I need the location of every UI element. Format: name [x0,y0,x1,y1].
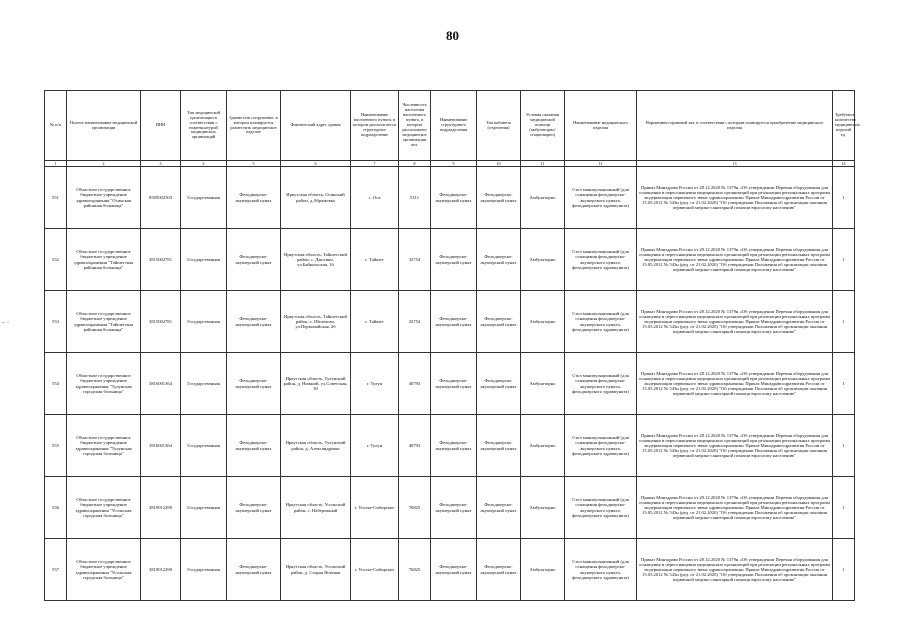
medical-device-name: Стол манипуляционный (для оснащения фельдшерско-акушерского пункта, фельдшерского здравпункта) [565,291,637,353]
row-number: 551 [45,167,67,229]
building-type: Фельдшерско-акушерский пункт [227,539,281,601]
inn-value: 3819012290 [141,477,181,539]
inn-value: 3815002781 [141,229,181,291]
header-cell: Нормативно-правовой акт, в соответствии с которым планируется приобретение медицинского изделия [637,91,833,161]
organization-name: Областное государственное бюджетное учреждение здравоохранения "Тайшетская районная больница" [67,291,141,353]
actual-address: Иркутская область, Тайшетский район, с. Шелехово, ул.Первомайская, 2б [281,291,351,353]
actual-address: Иркутская область, Усольский район, д. Старая Ясачная [281,539,351,601]
care-conditions: Амбулаторно [521,229,565,291]
population-count: 5311 [399,167,431,229]
settlement-name: г. Усолье-Сибирское [351,539,399,601]
care-conditions: Амбулаторно [521,353,565,415]
actual-address: Иркутская область, Тулунский район, д. Нижний, ул.Советская, 30 [281,353,351,415]
table-row [45,229,855,291]
settlement-name: с. Оса [351,167,399,229]
required-quantity: 1 [833,415,855,477]
header-cell: Полное наименование медицинской организации [67,91,141,161]
row-number: 554 [45,353,67,415]
building-type: Фельдшерско-акушерский пункт [227,477,281,539]
organization-type: Государственная [181,415,227,477]
cabinet-type: Фельдшерско-акушерский пункт [477,291,521,353]
actual-address: Иркутская область, Тулунский район, д. Александровка [281,415,351,477]
medical-device-name: Стол манипуляционный (для оснащения фельдшерско-акушерского пункта, фельдшерского здравпункта) [565,167,637,229]
cabinet-type: Фельдшерско-акушерский пункт [477,477,521,539]
structural-division: Фельдшерско-акушерский пункт [431,229,477,291]
column-number: 2 [67,161,141,167]
table-row [45,291,855,353]
scan-margin-mark: - · [2,318,10,327]
inn-value: 3816001364 [141,415,181,477]
population-count: 32754 [399,291,431,353]
organization-type: Государственная [181,229,227,291]
inn-value: 8505002503 [141,167,181,229]
organization-name: Областное государственное бюджетное учреждение здравоохранения "Тулунская городская больница" [67,353,141,415]
header-cell: Фактический адрес здания [281,91,351,161]
settlement-name: г. Тайшет [351,291,399,353]
regulatory-act: Приказ Минздрава России от 28.12.2020 № 1379н «Об утверждении Перечня оборудования для оснащения и переоснащения медицинских организаций при реализации региональных программ модернизации первичного звена здравоохранения» Приказ Минздравсоцразвития России от 15.05.2012 № 543н (ред. от 21.02.2020) "Об утверждении Положения об организации оказания первичной медико-санитарной помощи взрослому населению" [637,229,833,291]
header-cell: Тип медицинской организации в соответствии с номенклатурой медицинских организаций [181,91,227,161]
building-type: Фельдшерско-акушерский пункт [227,167,281,229]
regulatory-act: Приказ Минздрава России от 28.12.2020 № 1379н «Об утверждении Перечня оборудования для оснащения и переоснащения медицинских организаций при реализации региональных программ модернизации первичного звена здравоохранения» Приказ Минздравсоцразвития России от 15.05.2012 № 543н (ред. от 21.02.2020) "Об утверждении Положения об организации оказания первичной медико-санитарной помощи взрослому населению" [637,291,833,353]
header-cell: Условия оказания медицинской помощи (амбулаторно/ стационарно) [521,91,565,161]
procurement-table [44,90,860,601]
medical-device-name: Стол манипуляционный (для оснащения фельдшерско-акушерского пункта, фельдшерского здравпункта) [565,353,637,415]
structural-division: Фельдшерско-акушерский пункт [431,415,477,477]
required-quantity: 1 [833,539,855,601]
structural-division: Фельдшерско-акушерский пункт [431,291,477,353]
care-conditions: Амбулаторно [521,291,565,353]
cabinet-type: Фельдшерско-акушерский пункт [477,167,521,229]
required-quantity: 1 [833,167,855,229]
table-row [45,539,855,601]
table-row [45,477,855,539]
required-quantity: 1 [833,477,855,539]
organization-type: Государственная [181,539,227,601]
row-number: 555 [45,415,67,477]
organization-type: Государственная [181,167,227,229]
medical-device-name: Стол манипуляционный (для оснащения фельдшерско-акушерского пункта, фельдшерского здравпункта) [565,539,637,601]
building-type: Фельдшерско-акушерский пункт [227,415,281,477]
required-quantity: 1 [833,353,855,415]
table-row [45,167,855,229]
column-number: 10 [477,161,521,167]
header-cell: Наименование структурного подразделения [431,91,477,161]
procurement-table-container [44,90,860,607]
actual-address: Иркутская область, Усольский район, с. Набережный [281,477,351,539]
inn-value: 3819012290 [141,539,181,601]
header-cell: Тип кабинета (отделения) [477,91,521,161]
care-conditions: Амбулаторно [521,167,565,229]
header-cell: ИНН [141,91,181,161]
column-number: 4 [181,161,227,167]
row-number: 553 [45,291,67,353]
row-number: 552 [45,229,67,291]
medical-device-name: Стол манипуляционный (для оснащения фельдшерско-акушерского пункта, фельдшерского здравпункта) [565,229,637,291]
column-number: 1 [45,161,67,167]
column-number: 5 [227,161,281,167]
care-conditions: Амбулаторно [521,415,565,477]
structural-division: Фельдшерско-акушерский пункт [431,477,477,539]
row-number: 557 [45,539,67,601]
cabinet-type: Фельдшерско-акушерский пункт [477,539,521,601]
settlement-name: г. Усолье-Сибирское [351,477,399,539]
header-cell: Наименование населенного пункта, в котором располагается структурное подразделение [351,91,399,161]
regulatory-act: Приказ Минздрава России от 28.12.2020 № 1379н «Об утверждении Перечня оборудования для оснащения и переоснащения медицинских организаций при реализации региональных программ модернизации первичного звена здравоохранения» Приказ Минздравсоцразвития России от 15.05.2012 № 543н (ред. от 21.02.2020) "Об утверждении Положения об организации оказания первичной медико-санитарной помощи взрослому населению" [637,539,833,601]
column-number: 11 [521,161,565,167]
care-conditions: Амбулаторно [521,539,565,601]
regulatory-act: Приказ Минздрава России от 28.12.2020 № 1379н «Об утверждении Перечня оборудования для оснащения и переоснащения медицинских организаций при реализации региональных программ модернизации первичного звена здравоохранения» Приказ Минздравсоцразвития России от 15.05.2012 № 543н (ред. от 21.02.2020) "Об утверждении Положения об организации оказания первичной медико-санитарной помощи взрослому населению" [637,477,833,539]
actual-address: Иркутская область, Осинский район, д.Абрамовка [281,167,351,229]
row-number: 556 [45,477,67,539]
organization-type: Государственная [181,353,227,415]
settlement-name: г. Тулун [351,353,399,415]
required-quantity: 1 [833,229,855,291]
organization-type: Государственная [181,477,227,539]
regulatory-act: Приказ Минздрава России от 28.12.2020 № 1379н «Об утверждении Перечня оборудования для оснащения и переоснащения медицинских организаций при реализации региональных программ модернизации первичного звена здравоохранения» Приказ Минздравсоцразвития России от 15.05.2012 № 543н (ред. от 21.02.2020) "Об утверждении Положения об организации оказания первичной медико-санитарной помощи взрослому населению" [637,415,833,477]
required-quantity: 1 [833,291,855,353]
cabinet-type: Фельдшерско-акушерский пункт [477,353,521,415]
column-number: 3 [141,161,181,167]
header-row [45,91,855,161]
inn-value: 3815002781 [141,291,181,353]
table-row [45,415,855,477]
column-number: 12 [565,161,637,167]
medical-device-name: Стол манипуляционный (для оснащения фельдшерско-акушерского пункта, фельдшерского здравпункта) [565,415,637,477]
page-number: 80 [446,28,459,43]
header-cell: Здание или сооружение, в котором планируется разместить медицинское изделие [227,91,281,161]
structural-division: Фельдшерско-акушерский пункт [431,353,477,415]
population-count: 76825 [399,477,431,539]
care-conditions: Амбулаторно [521,477,565,539]
population-count: 40793 [399,353,431,415]
regulatory-act: Приказ Минздрава России от 28.12.2020 № 1379н «Об утверждении Перечня оборудования для оснащения и переоснащения медицинских организаций при реализации региональных программ модернизации первичного звена здравоохранения» Приказ Минздравсоцразвития России от 15.05.2012 № 543н (ред. от 21.02.2020) "Об утверждении Положения об организации оказания первичной медико-санитарной помощи взрослому населению" [637,167,833,229]
inn-value: 3816001364 [141,353,181,415]
header-cell: Наименование медицинского изделия [565,91,637,161]
header-cell: № п/п [45,91,67,161]
population-count: 76825 [399,539,431,601]
actual-address: Иркутская область, Тайшетский район, с. Джогино, ул.Байкальская, 16 [281,229,351,291]
column-number: 14 [833,161,855,167]
cabinet-type: Фельдшерско-акушерский пункт [477,229,521,291]
column-number: 7 [351,161,399,167]
population-count: 32754 [399,229,431,291]
organization-name: Областное государственное бюджетное учреждение здравоохранения "Тайшетская районная больница" [67,229,141,291]
cabinet-type: Фельдшерско-акушерский пункт [477,415,521,477]
organization-name: Областное государственное бюджетное учреждение здравоохранения "Усольская городская больница" [67,477,141,539]
header-cell: Численность населения населенного пункта, в котором расположено медицинское организации чел. [399,91,431,161]
population-count: 40793 [399,415,431,477]
table-row [45,353,855,415]
column-number: 6 [281,161,351,167]
organization-name: Областное государственное бюджетное учреждение здравоохранения "Тулунская городская больница" [67,415,141,477]
table-body [45,167,855,601]
organization-type: Государственная [181,291,227,353]
column-number: 9 [431,161,477,167]
structural-division: Фельдшерско-акушерский пункт [431,167,477,229]
organization-name: Областное государственное бюджетное учреждение здравоохранения "Усольская городская больница" [67,539,141,601]
column-number: 8 [399,161,431,167]
building-type: Фельдшерско-акушерский пункт [227,353,281,415]
header-cell: Требуемое количество медицинских изделий ед. [833,91,855,161]
organization-name: Областное государственное бюджетное учреждение здравоохранения "Осинская районная больница" [67,167,141,229]
regulatory-act: Приказ Минздрава России от 28.12.2020 № 1379н «Об утверждении Перечня оборудования для оснащения и переоснащения медицинских организаций при реализации региональных программ модернизации первичного звена здравоохранения» Приказ Минздравсоцразвития России от 15.05.2012 № 543н (ред. от 21.02.2020) "Об утверждении Положения об организации оказания первичной медико-санитарной помощи взрослому населению" [637,353,833,415]
building-type: Фельдшерско-акушерский пункт [227,291,281,353]
structural-division: Фельдшерско-акушерский пункт [431,539,477,601]
medical-device-name: Стол манипуляционный (для оснащения фельдшерско-акушерского пункта, фельдшерского здравпункта) [565,477,637,539]
column-number: 13 [637,161,833,167]
building-type: Фельдшерско-акушерский пункт [227,229,281,291]
settlement-name: г. Тайшет [351,229,399,291]
settlement-name: г. Тулун [351,415,399,477]
